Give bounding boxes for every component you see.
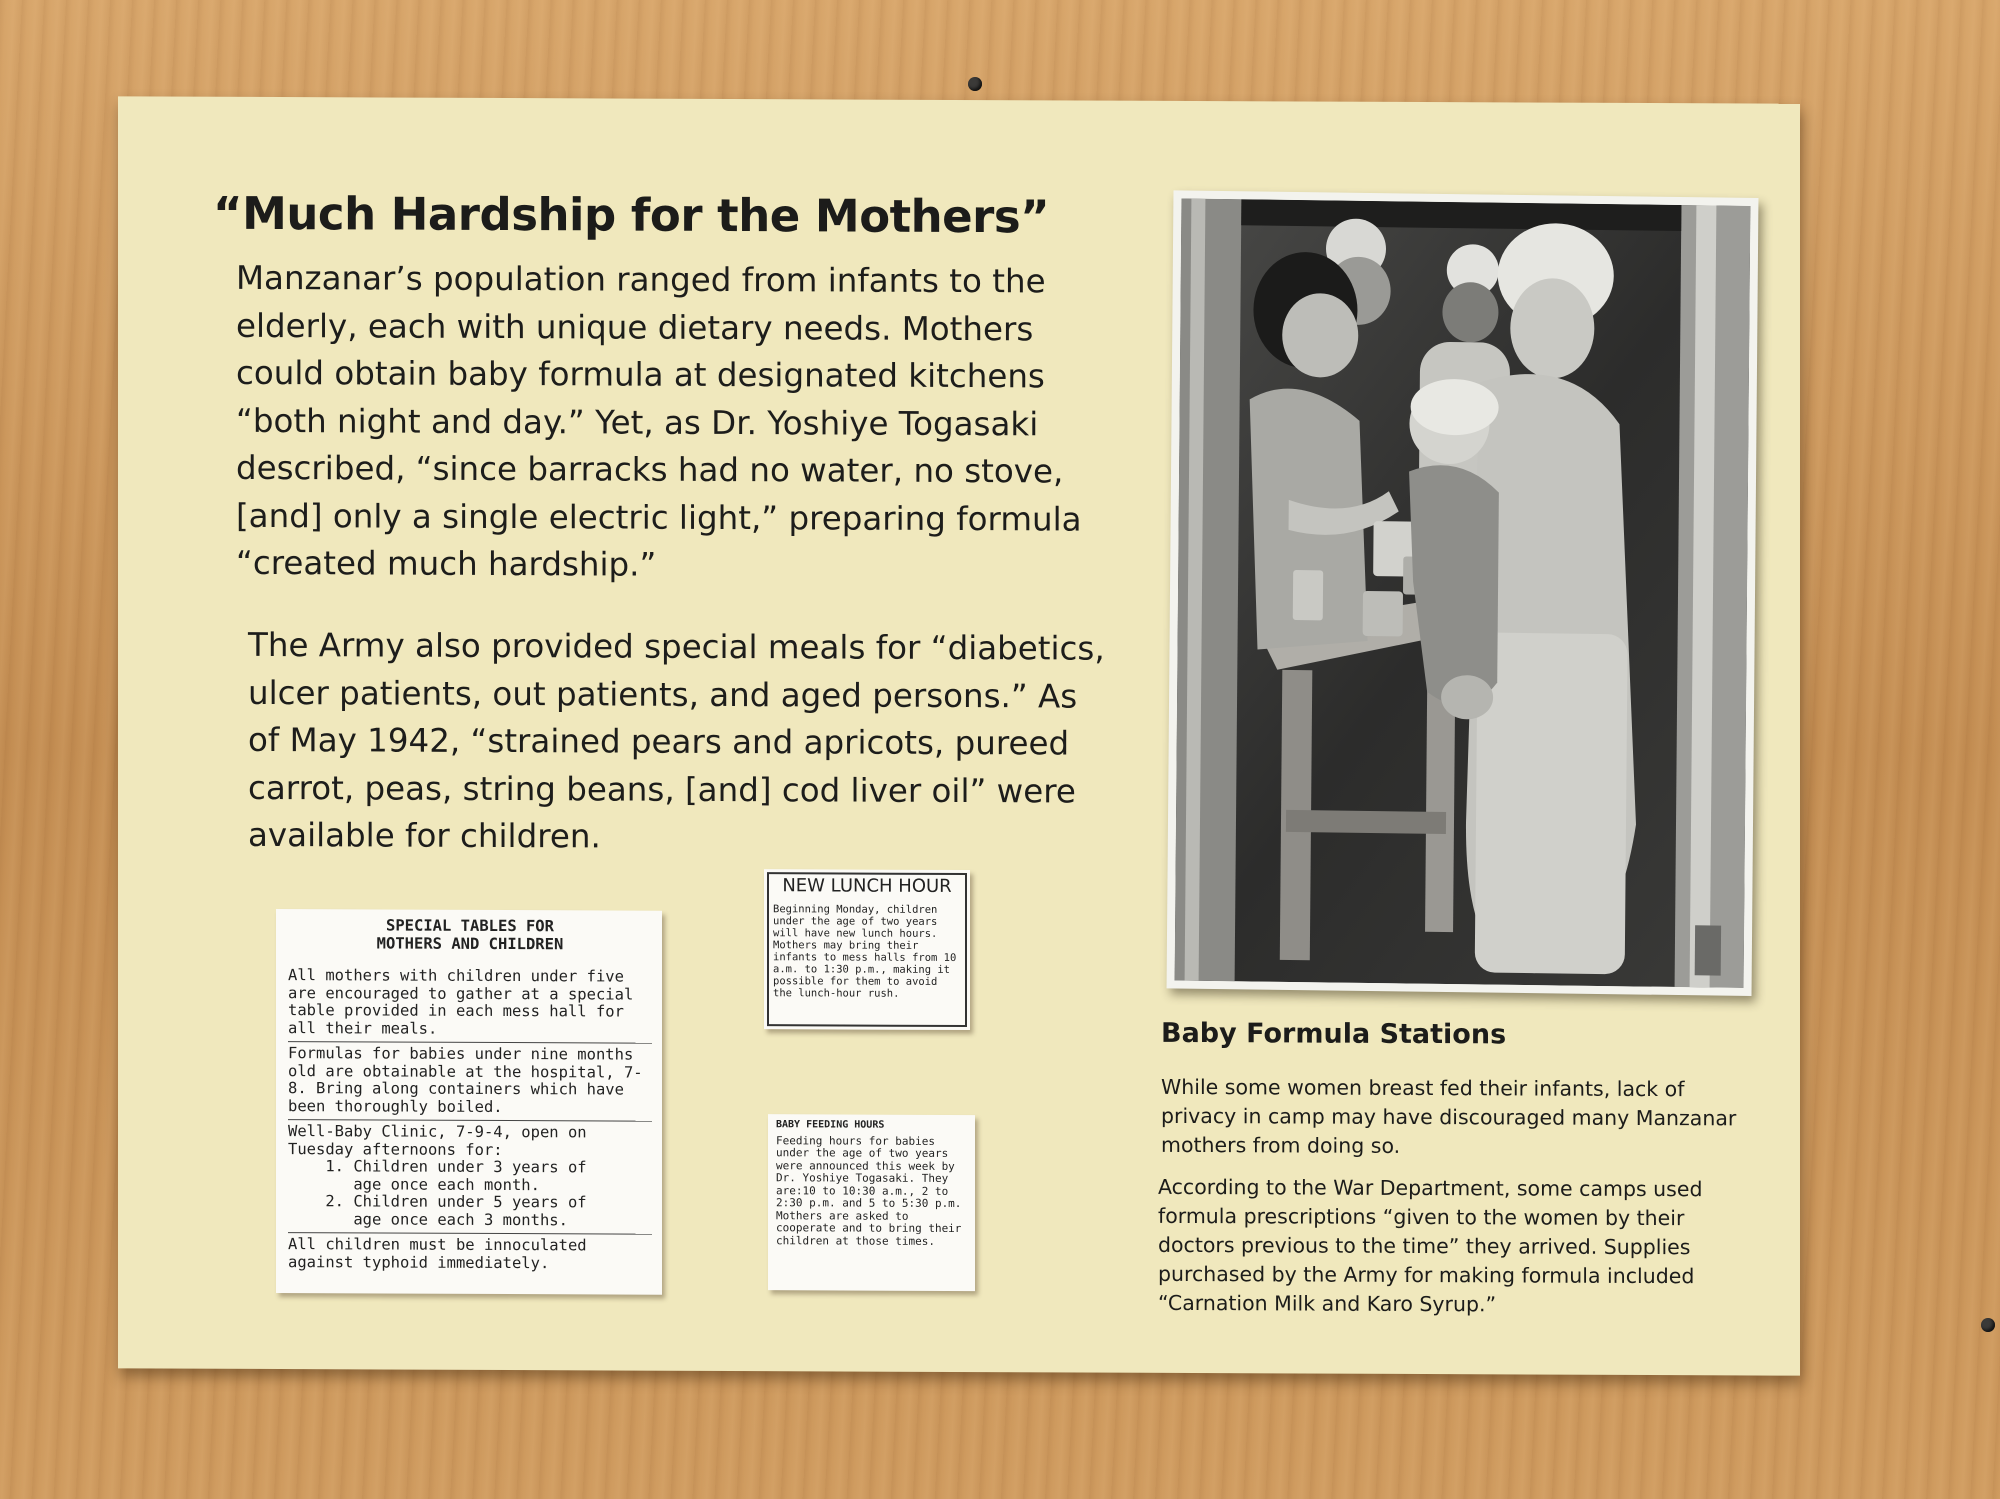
lunch-hour-body: Beginning Monday, children under the age of two years will have new lunch hours. Mothers may bring their infants to mess halls from 10 a.m. to 1:30 p.m., making it possible for them to avoid the lunch-hour rush. [773, 903, 957, 1000]
special-tables-block-3: Well-Baby Clinic, 7-9-4, open on Tuesday afternoons for: 1. Children under 3 years of age once each month. 2. Children under 5 years of age once each 3 months. [288, 1120, 652, 1235]
photo-caption-2: According to the War Department, some camps used formula prescriptions “given to the women by their doctors previous to the time” they arrived. Supplies purchased by the Army for making formula included “Carnation Milk and Karo Syrup.” [1158, 1174, 1703, 1317]
panel-title: “Much Hardship for the Mothers” [213, 186, 1050, 244]
baby-feeding-body: Feeding hours for babies under the age of two years were announced this week by Dr. Yoshiye Togasaki. They are:10 to 10:30 a.m., 2 to 2:30 p.m. and 5 to 5:30 p.m. Mothers are asked to cooperate and to bring their children at those times. [776, 1133, 962, 1248]
special-tables-block-1: All mothers with children under five are encouraged to gather at a special table provided in each mess hall for all their meals. [288, 964, 652, 1044]
top-screw [968, 77, 982, 91]
special-tables-block-2: Formulas for babies under nine months old are obtainable at the hospital, 7-8. Bring along containers which have been thoroughly boiled. [288, 1042, 652, 1122]
baby-feeding-hours-clipping [768, 1114, 975, 1291]
photo-caption-1: While some women breast fed their infants, lack of privacy in camp may have discouraged many Manzanar mothers from doing so. [1161, 1074, 1737, 1158]
photo-caption-title: Baby Formula Stations [1161, 1017, 1507, 1051]
special-tables-heading: SPECIAL TABLES FOR MOTHERS AND CHILDREN [376, 916, 564, 953]
special-tables-block-4: All children must be innoculated against typhoid immediately. [288, 1235, 596, 1272]
lunch-hour-heading: NEW LUNCH HOUR [782, 875, 952, 897]
intro-paragraph: Manzanar’s population ranged from infants to the elderly, each with unique dietary needs. Mothers could obtain baby formula at designated kitchens “both night and day.” Yet, as Dr. Yoshiye Togasaki described, “since barracks had no water, no stove, [and] only a single electric light,” preparing formula “created much hardship.” [236, 258, 1082, 584]
exhibit-panel [118, 96, 1800, 1375]
baby-feeding-heading: BABY FEEDING HOURS [776, 1119, 885, 1131]
historical-photo [1167, 190, 1759, 996]
new-lunch-hour-clipping [764, 869, 970, 1030]
special-tables-clipping [276, 909, 662, 1295]
army-meals-paragraph: The Army also provided special meals for “diabetics, ulcer patients, out patients, and aged persons.” As of May 1942, “strained pears and apricots, pureed carrot, peas, string beans, [and] cod liver oil” were available for children. [248, 625, 1105, 856]
formula-station-photo [1175, 199, 1751, 988]
right-screw [1981, 1318, 1995, 1332]
